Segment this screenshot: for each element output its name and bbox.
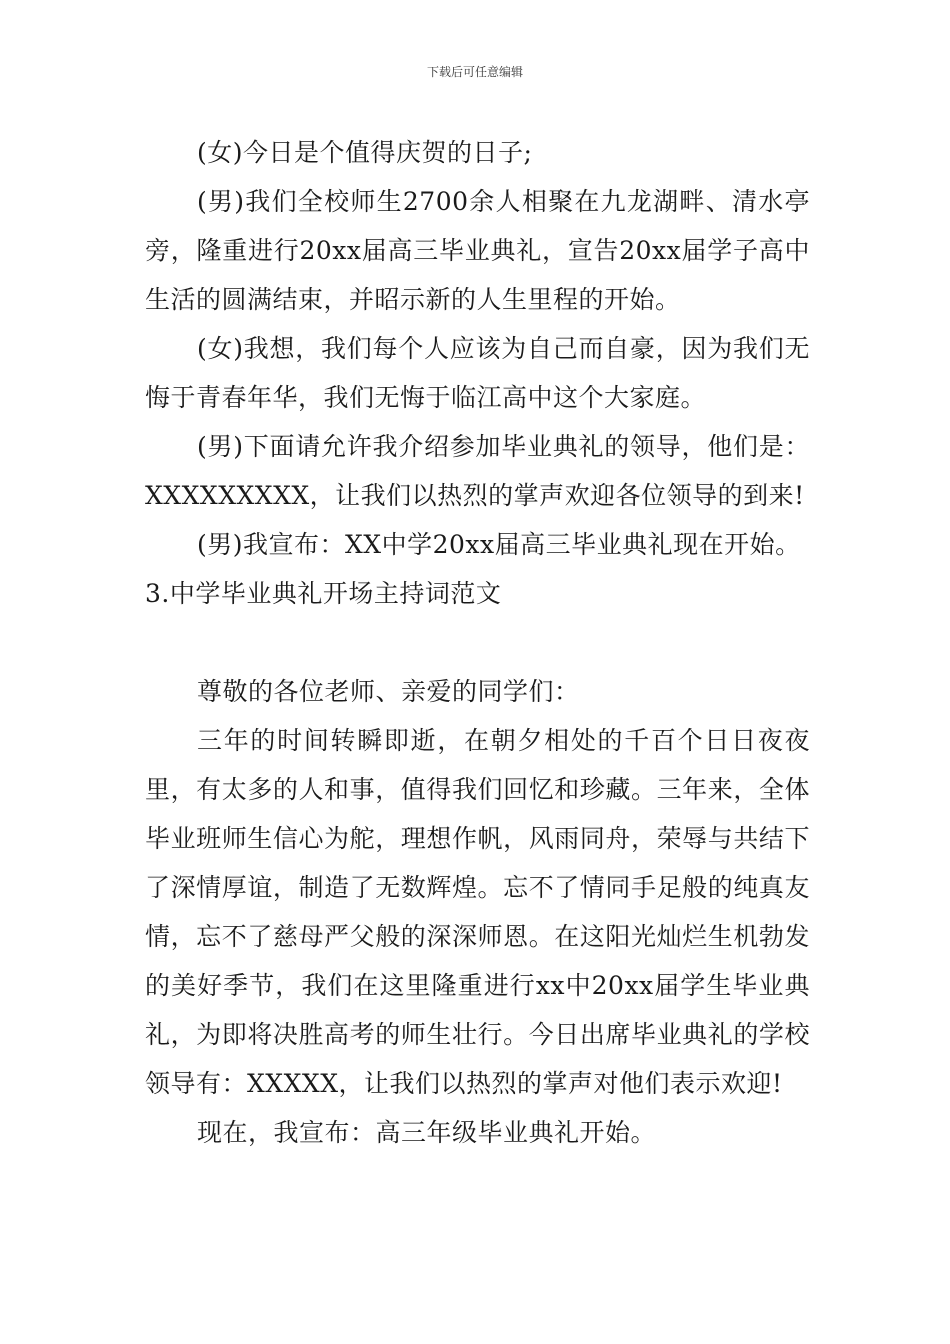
- paragraph-salutation: 尊敬的各位老师、亲爱的同学们：: [197, 677, 580, 706]
- paragraph-female-pride: (女)我想，我们每个人应该为自己而自豪，因为我们无悔于青春年华，我们无悔于临江高中这个大家庭。: [145, 334, 810, 412]
- page-header-note: 下载后可任意编辑: [426, 65, 523, 79]
- paragraph-female-opening: (女)今日是个值得庆贺的日子;: [197, 138, 533, 167]
- paragraph-male-gathering: (男)我们全校师生2700余人相聚在九龙湖畔、清水亭旁，隆重进行20xx届高三毕业典礼，宣告20xx届学子高中生活的圆满结束，并昭示新的人生里程的开始。: [145, 187, 810, 314]
- section-spacer: [145, 618, 810, 667]
- paragraph-final-announcement: 现在，我宣布：高三年级毕业典礼开始。: [197, 1118, 657, 1147]
- paragraph-male-announce-start: (男)我宣布：XX中学20xx届高三毕业典礼现在开始。: [197, 530, 801, 559]
- paragraph-male-introduce-leaders: (男)下面请允许我介绍参加毕业典礼的领导，他们是：XXXXXXXXX，让我们以热烈的掌声欢迎各位领导的到来!: [145, 432, 810, 510]
- document-body: [145, 128, 810, 1157]
- paragraph-main-speech: 三年的时间转瞬即逝，在朝夕相处的千百个日日夜夜里，有太多的人和事，值得我们回忆和珍藏。三年来，全体毕业班师生信心为舵，理想作帆，风雨同舟，荣辱与共结下了深情厚谊，制造了无数辉煌。忘不了情同手足般的纯真友情，忘不了慈母严父般的深深师恩。在这阳光灿烂生机勃发的美好季节，我们在这里隆重进行xx中20xx届学生毕业典礼，为即将决胜高考的师生壮行。今日出席毕业典礼的学校领导有：XXXXX，让我们以热烈的掌声对他们表示欢迎!: [145, 726, 810, 1098]
- section-heading: 3.中学毕业典礼开场主持词范文: [145, 579, 502, 608]
